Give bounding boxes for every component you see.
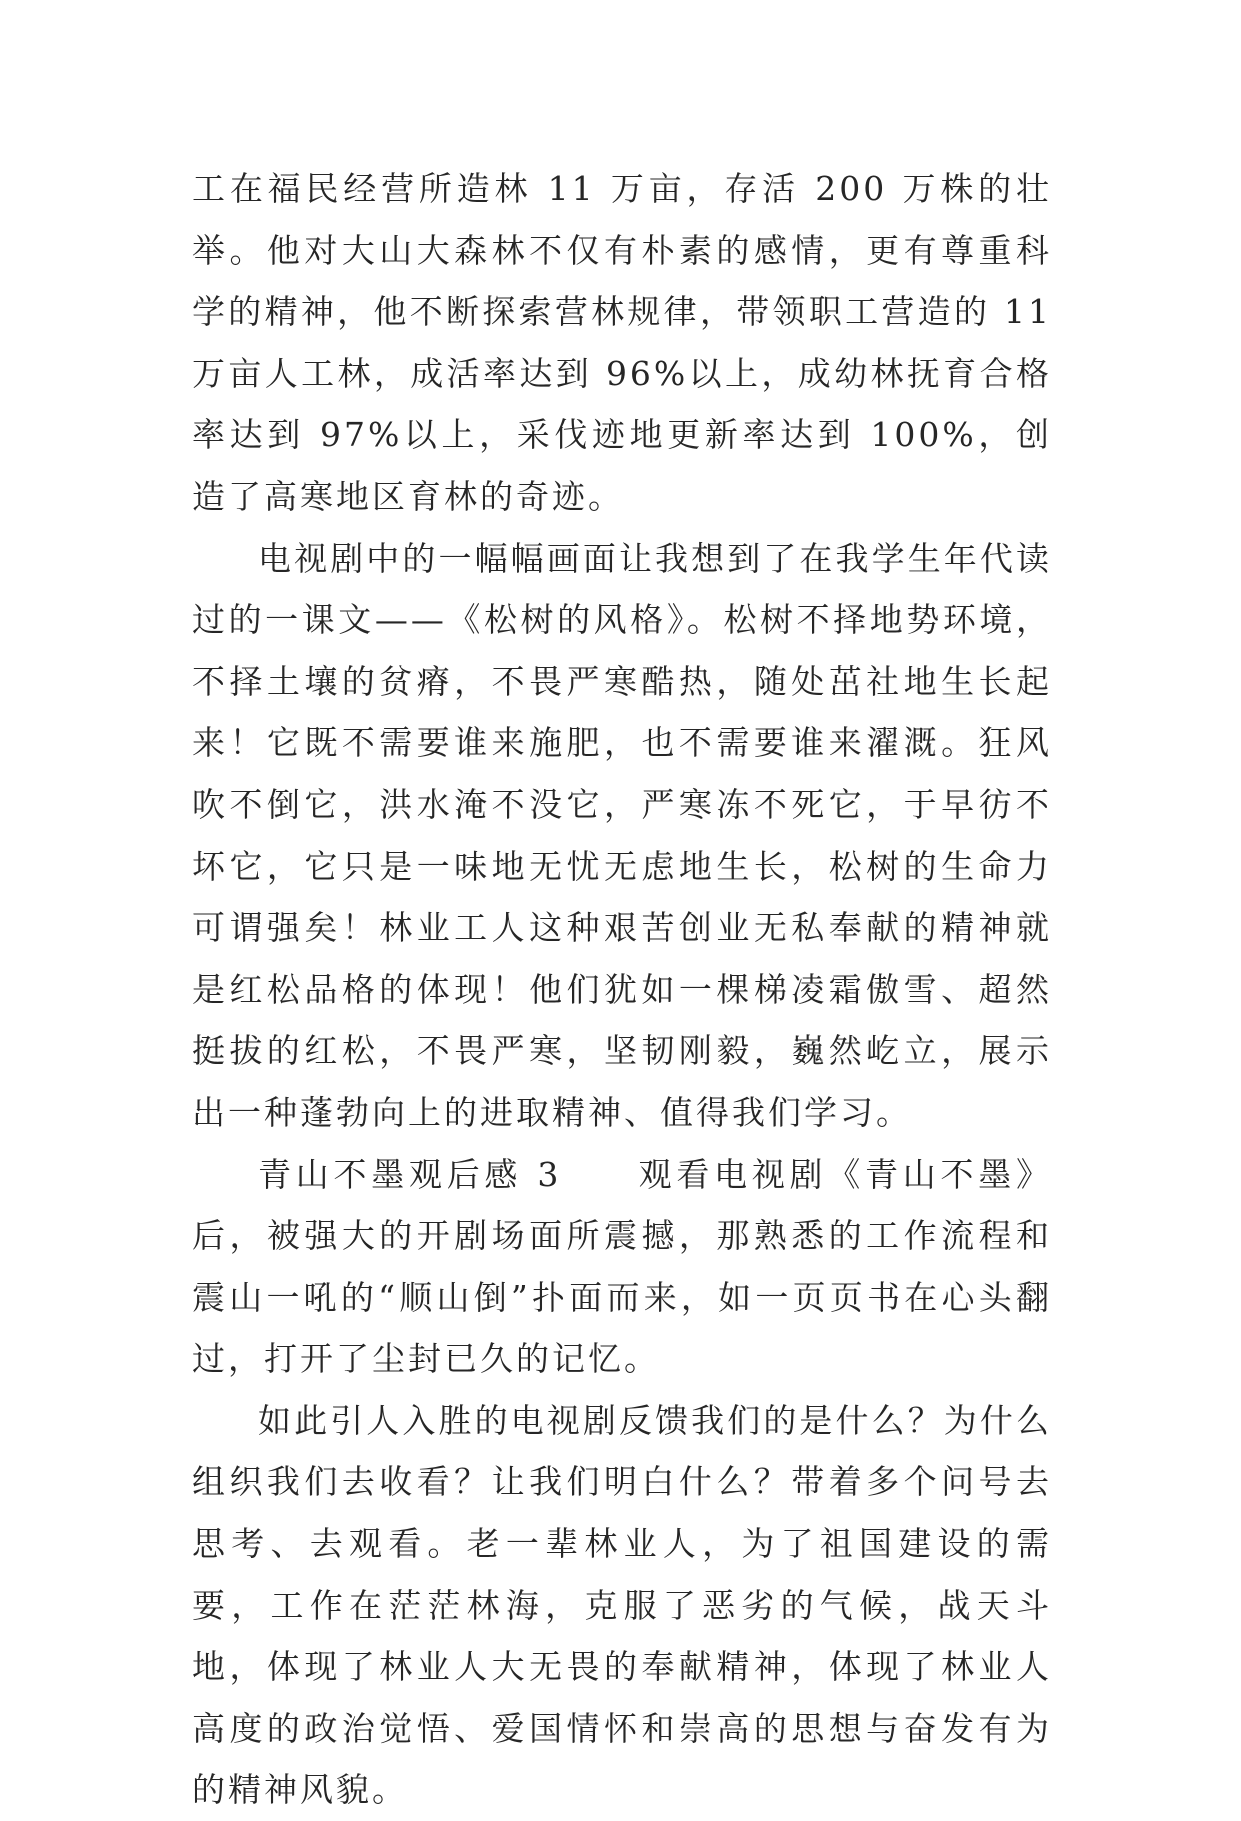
- paragraph-4: 如此引人入胜的电视剧反馈我们的是什么？为什么组织我们去收看？让我们明白什么？带着多个问号去思考、去观看。老一辈林业人，为了祖国建设的需要，工作在茫茫林海，克服了恶劣的气候，战天斗地，体现了林业人大无畏的奉献精神，体现了林业人高度的政治觉悟、爱国情怀和崇高的思想与奋发有为的精神风貌。: [192, 1400, 1052, 1810]
- paragraph-3: 青山不墨观后感 3 观看电视剧《青山不墨》后，被强大的开剧场面所震撼，那熟悉的工作流程和震山一吼的“顺山倒”扑面而来，如一页页书在心头翻过，打开了尘封已久的记忆。: [192, 1154, 1052, 1379]
- paragraph-2: 电视剧中的一幅幅画面让我想到了在我学生年代读过的一课文——《松树的风格》。松树不择地势环境，不择土壤的贫瘠，不畏严寒酷热，随处茁社地生长起来！它既不需要谁来施肥，也不需要谁来濯溉。狂风吹不倒它，洪水淹不没它，严寒冻不死它，于早彷不坏它，它只是一味地无忧无虑地生长，松树的生命力可谓强矣！林业工人这种艰苦创业无私奉献的精神就是红松品格的体现！他们犹如一棵梯凌霜傲雪、超然挺拔的红松，不畏严寒，坚韧刚毅，巍然屹立，展示出一种蓬勃向上的进取精神、值得我们学习。: [192, 538, 1052, 1132]
- body-text: [192, 158, 1052, 1821]
- paragraph-1: 工在福民经营所造林 11 万亩，存活 200 万株的壮举。他对大山大森林不仅有朴素的感情，更有尊重科学的精神，他不断探索营林规律，带领职工营造的 11 万亩人工林，成活率达到 96%以上，成幼林抚育合格率达到 97%以上，采伐迹地更新率达到 100%，创造了高寒地区育林的奇迹。: [192, 169, 1052, 516]
